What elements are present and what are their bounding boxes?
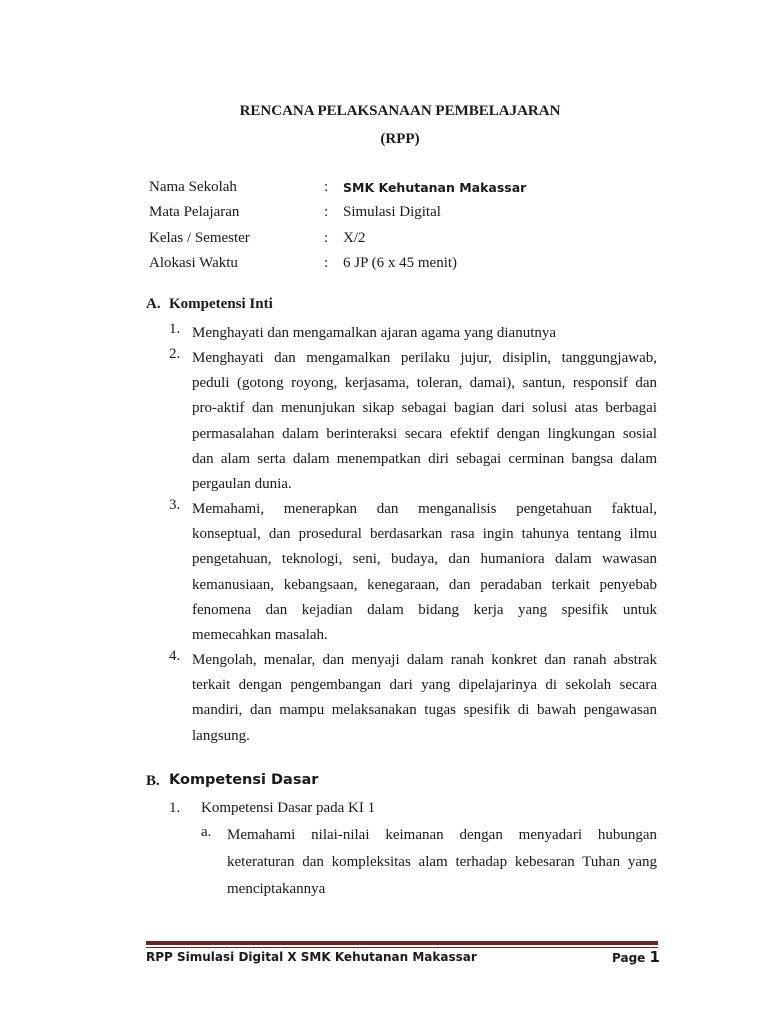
text-line: Menghayati dan mengamalkan perilaku jujur, disiplin, tanggungjawab,: [192, 350, 657, 366]
list-text: Kompetensi Dasar pada KI 1: [201, 800, 376, 816]
text-line: kemanusiaan, kebangsaan, kenegaraan, dan peradaban terkait penyebab: [192, 576, 657, 593]
list-number: 2.: [169, 346, 181, 362]
identity-value: Simulasi Digital: [343, 204, 441, 220]
footer-text: RPP Simulasi Digital X SMK Kehutanan Makassar: [146, 950, 477, 964]
page-label: Page: [612, 951, 646, 965]
page-number: [612, 948, 660, 966]
document-title: RENCANA PELAKSANAAN PEMBELAJARAN: [239, 103, 561, 119]
text-line: mandiri, dan mampu melaksanakan tugas spesifik di bawah pengawasan: [192, 702, 657, 719]
list-text: [192, 346, 657, 497]
document-subtitle: (RPP): [380, 131, 420, 147]
text-line: Mengolah, menalar, dan menyaji dalam ranah konkret dan ranah abstrak: [192, 652, 657, 668]
identity-value: X/2: [343, 230, 366, 246]
text-line: pengetahuan, teknologi, seni, budaya, dan humaniora dalam wawasan: [192, 551, 657, 568]
footer-rule-thick: [146, 941, 658, 945]
identity-value: SMK Kehutanan Makassar: [343, 180, 527, 195]
text-line: pergaulan dunia.: [192, 475, 292, 492]
text-line: permasalahan dalam berinteraksi secara efektif dengan lingkungan sosial: [192, 425, 657, 442]
identity-label: Kelas / Semester: [149, 230, 250, 246]
identity-colon: :: [324, 204, 329, 220]
text-line: dan alam serta dalam menempatkan diri sebagai cerminan bangsa dalam: [192, 450, 657, 467]
list-number: 4.: [169, 648, 181, 664]
list-text: [192, 648, 657, 749]
list-text: [192, 497, 657, 648]
text-line: fenomena dan kejadian dalam bidang kerja yang spesifik untuk: [192, 601, 657, 618]
text-line: peduli (gotong royong, kerjasama, toleran, damai), santun, responsif dan: [192, 375, 657, 392]
list-number: 3.: [169, 497, 181, 513]
section-letter: A.: [146, 296, 161, 312]
text-line: memecahkan masalah.: [192, 626, 328, 643]
list-text: [192, 321, 657, 346]
section-title: Kompetensi Dasar: [169, 772, 319, 788]
text-line: Memahami, menerapkan dan menganalisis pengetahuan faktual,: [192, 501, 657, 517]
text-line: terkait dengan pengembangan dari yang dipelajarinya di sekolah secara: [192, 677, 657, 694]
text-line: Memahami nilai-nilai keimanan dengan menyadari hubungan: [227, 827, 657, 843]
identity-label: Alokasi Waktu: [149, 255, 238, 271]
identity-colon: :: [324, 255, 329, 271]
footer-rule-thin: [146, 947, 658, 948]
text-line: pro-aktif dan menunjukan sikap sebagai bagian dari solusi atas berbagai: [192, 400, 657, 417]
list-number: 1.: [169, 800, 181, 816]
identity-colon: :: [324, 179, 329, 195]
page-number-value: 1: [649, 948, 660, 966]
identity-colon: :: [324, 230, 329, 246]
identity-label: Nama Sekolah: [149, 179, 237, 195]
list-number: 1.: [169, 321, 181, 337]
text-line: keteraturan dan kompleksitas alam terhadap kebesaran Tuhan yang: [227, 854, 657, 870]
identity-value: 6 JP (6 x 45 menit): [343, 255, 458, 271]
text-line: Menghayati dan mengamalkan ajaran agama yang dianutnya: [192, 325, 557, 341]
sub-list-text: [227, 822, 657, 903]
section-title: Kompetensi Inti: [169, 296, 273, 312]
text-line: menciptakannya: [227, 881, 326, 897]
section-letter: B.: [146, 773, 160, 789]
identity-label: Mata Pelajaran: [149, 204, 240, 220]
sub-list-letter: a.: [201, 824, 212, 840]
text-line: langsung.: [192, 727, 250, 744]
text-line: konseptual, dan prosedural berdasarkan rasa ingin tahunya tentang ilmu: [192, 526, 657, 543]
